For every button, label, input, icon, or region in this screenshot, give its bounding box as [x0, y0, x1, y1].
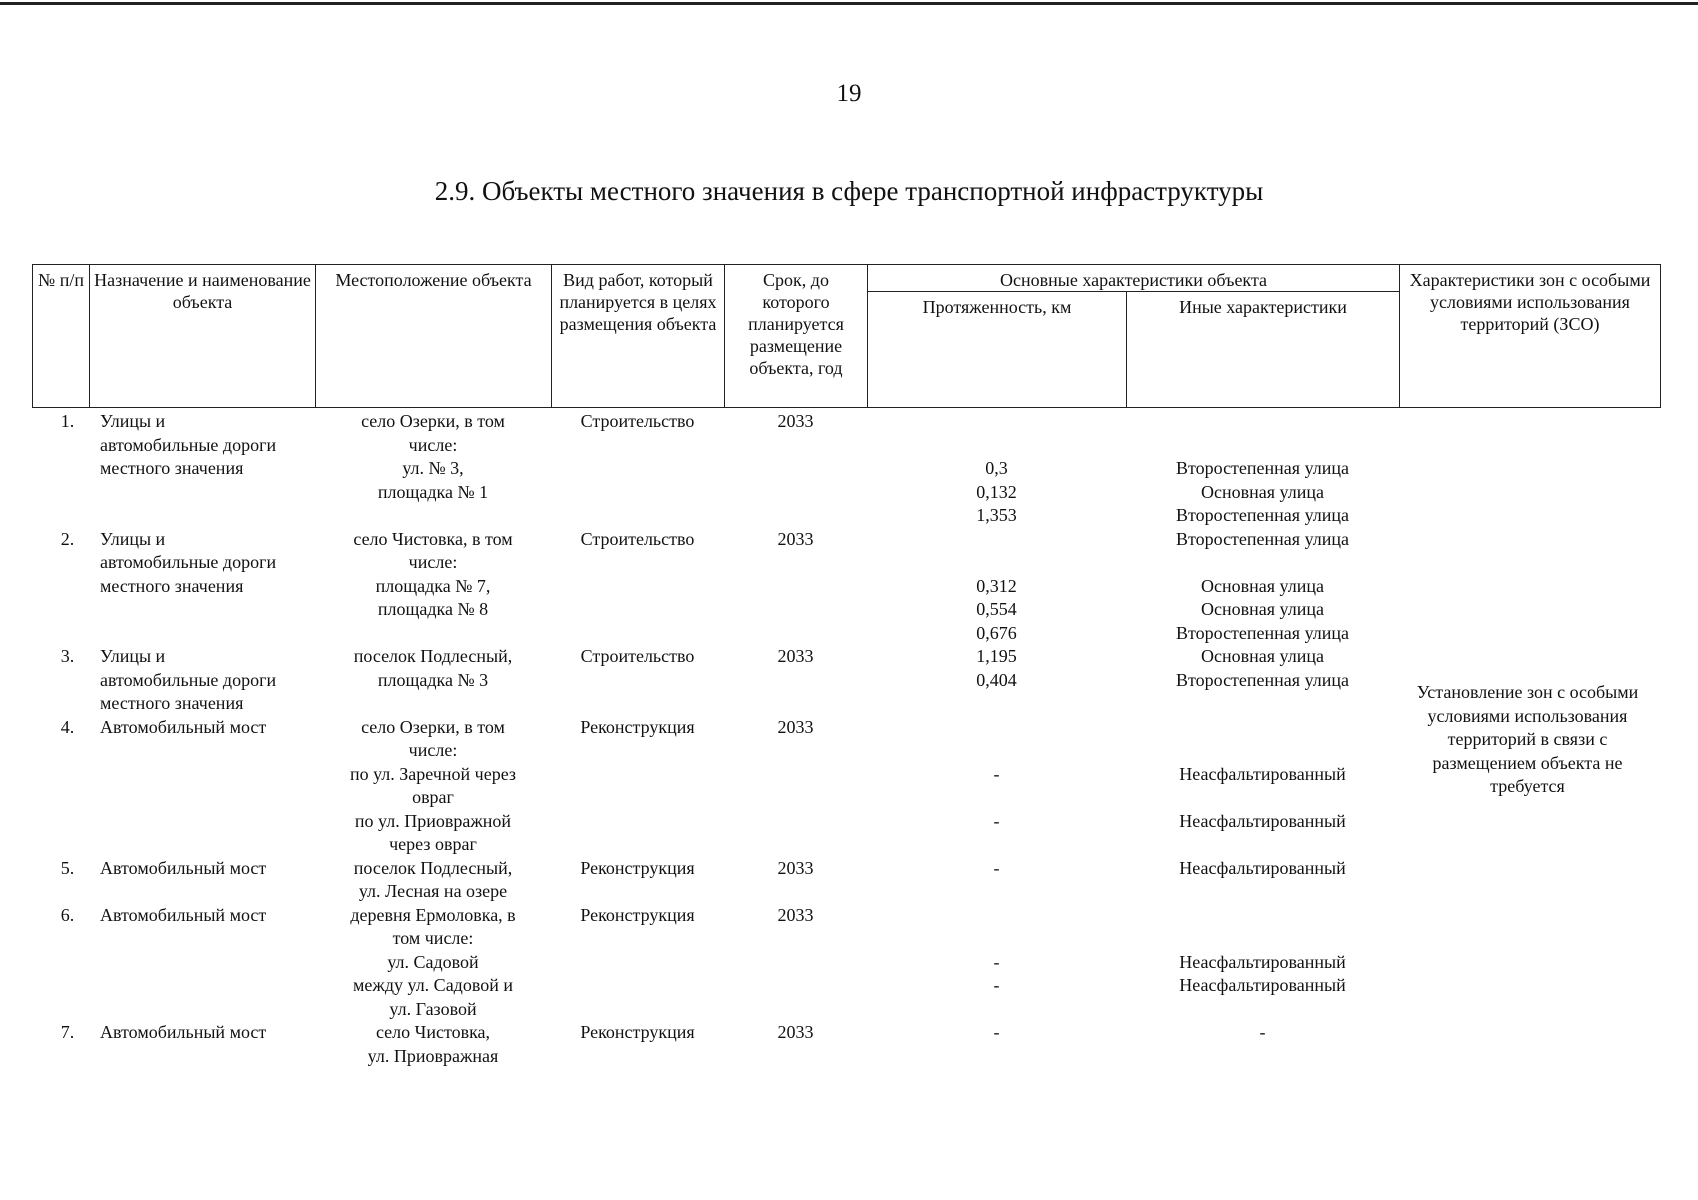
other-characteristics: [1126, 410, 1399, 434]
row-number: [32, 575, 89, 599]
length-km: 0,312: [976, 575, 1017, 596]
deadline-year: 2033: [777, 716, 814, 737]
object-location: [315, 504, 551, 528]
work-type: [551, 598, 724, 622]
row-number: 4.: [60, 716, 75, 737]
deadline-year: [724, 481, 867, 505]
other-characteristics: -: [1259, 1022, 1266, 1042]
object-location: по ул. Заречной через: [349, 763, 517, 784]
object-location: село Озерки, в том: [361, 411, 505, 431]
object-name: [89, 739, 315, 763]
work-type: [551, 622, 724, 646]
row-number: [32, 998, 89, 1022]
table-row: [32, 645, 1660, 669]
work-type: Реконструкция: [580, 904, 695, 925]
deadline-year: [724, 810, 867, 834]
object-name: Улицы и: [100, 646, 166, 666]
object-name: Автомобильный мост: [100, 857, 267, 878]
object-name: автомобильные дороги: [100, 434, 277, 455]
object-location: ул. Газовой: [389, 998, 477, 1019]
work-type: [551, 434, 724, 458]
length-km: -: [993, 763, 1000, 784]
object-location: село Чистовка,: [375, 1022, 491, 1042]
deadline-year: [724, 669, 867, 693]
length-km: 0,554: [976, 599, 1017, 619]
deadline-year: [724, 951, 867, 975]
work-type: [551, 833, 724, 857]
table-row: [32, 1045, 1660, 1069]
length-km: [867, 434, 1126, 458]
object-name: [89, 880, 315, 904]
work-type: Реконструкция: [580, 716, 695, 737]
object-location: площадка № 7,: [375, 575, 491, 596]
object-name: местного значения: [100, 575, 244, 596]
work-type: Строительство: [580, 646, 695, 666]
length-km: [867, 739, 1126, 763]
object-name: [89, 622, 315, 646]
length-km: [867, 786, 1126, 810]
object-location: по ул. Приовражной: [354, 810, 512, 831]
other-characteristics: Неасфальтированный: [1179, 857, 1346, 878]
object-name: местного значения: [100, 693, 244, 713]
object-location: [315, 622, 551, 646]
object-location: числе:: [408, 740, 458, 760]
page-number: 19: [836, 80, 862, 107]
row-number: [32, 763, 89, 787]
deadline-year: 2033: [777, 904, 814, 925]
work-type: Реконструкция: [580, 857, 695, 878]
work-type: [551, 880, 724, 904]
object-location: поселок Подлесный,: [353, 857, 513, 878]
object-name: [89, 810, 315, 834]
deadline-year: [724, 598, 867, 622]
object-location: село Чистовка, в том: [353, 528, 513, 549]
row-number: [32, 880, 89, 904]
row-number: [32, 434, 89, 458]
row-number: [32, 927, 89, 951]
object-name: [89, 763, 315, 787]
other-characteristics: [1126, 927, 1399, 951]
deadline-year: [724, 622, 867, 646]
row-number: [32, 457, 89, 481]
object-name: [89, 974, 315, 998]
object-name: [89, 504, 315, 528]
row-number: [32, 504, 89, 528]
length-km: [867, 904, 1126, 928]
length-km: [867, 880, 1126, 904]
row-number: [32, 951, 89, 975]
deadline-year: [724, 692, 867, 716]
deadline-year: 2033: [777, 528, 814, 549]
length-km: -: [993, 975, 1000, 995]
header-main-characteristics: Основные характеристики объекта: [868, 265, 1400, 292]
length-km: [867, 410, 1126, 434]
other-characteristics: [1126, 880, 1399, 904]
deadline-year: 2033: [777, 411, 814, 431]
row-number: [32, 739, 89, 763]
length-km: 1,195: [976, 646, 1017, 666]
length-km: [867, 998, 1126, 1022]
table-row: [32, 622, 1660, 646]
row-number: 7.: [60, 1022, 75, 1042]
row-number: 1.: [60, 411, 75, 431]
length-km: 1,353: [976, 505, 1017, 525]
object-name: [89, 1045, 315, 1069]
object-name: Автомобильный мост: [100, 1022, 267, 1042]
object-location: поселок Подлесный,: [353, 646, 513, 666]
table-row: [32, 927, 1660, 951]
object-location: ул. Лесная на озере: [358, 881, 508, 901]
header-name: Назначение и наименование объекта: [90, 265, 316, 408]
work-type: Строительство: [580, 528, 695, 549]
section-title: 2.9. Объекты местного значения в сфере транспортной инфраструктуры: [434, 176, 1264, 206]
deadline-year: 2033: [777, 857, 814, 878]
table-row: [32, 575, 1660, 599]
length-km: -: [993, 857, 1000, 878]
object-name: [89, 998, 315, 1022]
object-location: через овраг: [389, 834, 477, 854]
row-number: [32, 810, 89, 834]
row-number: 6.: [60, 904, 75, 925]
length-km: [867, 927, 1126, 951]
work-type: [551, 1045, 724, 1069]
deadline-year: [724, 1045, 867, 1069]
header-other: Иные характеристики: [1127, 292, 1400, 408]
top-rule: [0, 2, 1698, 5]
table-row: [32, 904, 1660, 928]
other-characteristics: Второстепенная улица: [1175, 458, 1350, 478]
object-name: местного значения: [100, 458, 244, 478]
deadline-year: [724, 786, 867, 810]
other-characteristics: Второстепенная улица: [1175, 505, 1350, 525]
deadline-year: [724, 974, 867, 998]
work-type: [551, 927, 724, 951]
row-number: [32, 974, 89, 998]
other-characteristics: [1126, 904, 1399, 928]
work-type: [551, 974, 724, 998]
other-characteristics: [1126, 786, 1399, 810]
work-type: [551, 504, 724, 528]
header-num: № п/п: [33, 265, 90, 408]
deadline-year: 2033: [777, 646, 814, 666]
header-location: Местоположение объекта: [316, 265, 552, 408]
length-km: -: [993, 810, 1000, 831]
row-number: [32, 1045, 89, 1069]
work-type: [551, 739, 724, 763]
other-characteristics: Второстепенная улица: [1175, 528, 1350, 549]
object-name: Улицы и: [100, 528, 166, 549]
deadline-year: [724, 504, 867, 528]
work-type: [551, 669, 724, 693]
length-km: 0,404: [976, 669, 1017, 690]
other-characteristics: [1126, 692, 1399, 716]
object-name: [89, 598, 315, 622]
length-km: [867, 1045, 1126, 1069]
work-type: [551, 763, 724, 787]
object-location: площадка № 3: [377, 669, 489, 690]
other-characteristics: [1126, 739, 1399, 763]
row-number: 3.: [60, 646, 75, 666]
table-row: [32, 810, 1660, 834]
header-term: Срок, до которого планируется размещение объекта, год: [725, 265, 868, 408]
object-location: между ул. Садовой и: [353, 975, 513, 995]
work-type: Строительство: [580, 411, 695, 431]
row-number: [32, 551, 89, 575]
row-number: [32, 692, 89, 716]
work-type: [551, 551, 724, 575]
object-name: [89, 833, 315, 857]
table-row: [32, 598, 1660, 622]
object-location: том числе:: [392, 928, 474, 948]
work-type: [551, 481, 724, 505]
other-characteristics: Основная улица: [1201, 481, 1324, 502]
table-header: [32, 264, 1661, 408]
object-name: [89, 481, 315, 505]
length-km: [867, 551, 1126, 575]
table-row: [32, 434, 1660, 458]
table-row: [32, 857, 1660, 881]
length-km: [867, 833, 1126, 857]
object-name: автомобильные дороги: [100, 552, 277, 572]
other-characteristics: Основная улица: [1201, 575, 1324, 596]
work-type: [551, 575, 724, 599]
deadline-year: [724, 551, 867, 575]
table-row: [32, 951, 1660, 975]
other-characteristics: [1126, 434, 1399, 458]
other-characteristics: Неасфальтированный: [1179, 810, 1346, 831]
length-km: 0,132: [976, 481, 1017, 502]
deadline-year: [724, 434, 867, 458]
other-characteristics: [1126, 1045, 1399, 1069]
other-characteristics: [1126, 998, 1399, 1022]
object-location: площадка № 8: [377, 599, 489, 619]
object-name: [89, 951, 315, 975]
table-row: [32, 410, 1660, 434]
work-type: [551, 998, 724, 1022]
deadline-year: [724, 575, 867, 599]
work-type: [551, 951, 724, 975]
row-number: [32, 481, 89, 505]
length-km: -: [993, 1022, 1000, 1042]
object-location: площадка № 1: [377, 481, 489, 502]
object-location: деревня Ермоловка, в: [350, 904, 516, 925]
object-name: Автомобильный мост: [100, 904, 267, 925]
length-km: 0,676: [976, 622, 1017, 643]
row-number: [32, 833, 89, 857]
length-km: [867, 528, 1126, 552]
deadline-year: [724, 927, 867, 951]
other-characteristics: Неасфальтированный: [1179, 975, 1346, 995]
row-number: [32, 598, 89, 622]
deadline-year: [724, 880, 867, 904]
table-row: [32, 504, 1660, 528]
other-characteristics: [1126, 833, 1399, 857]
work-type: Реконструкция: [580, 1022, 695, 1042]
table-row: [32, 551, 1660, 575]
row-number: [32, 669, 89, 693]
zones-note: Установление зон с особыми условиями использования территорий в связи с размещением объекта не требуется: [1416, 682, 1639, 796]
table-row: [32, 481, 1660, 505]
deadline-year: [724, 763, 867, 787]
table-row: [32, 1021, 1660, 1045]
header-zones: Характеристики зон с особыми условиями использования территорий (ЗСО): [1400, 265, 1661, 408]
other-characteristics: [1126, 551, 1399, 575]
length-km: [867, 716, 1126, 740]
table-row: [32, 974, 1660, 998]
object-name: Автомобильный мост: [100, 716, 267, 737]
object-name: автомобильные дороги: [100, 669, 277, 690]
deadline-year: [724, 998, 867, 1022]
object-name: [89, 927, 315, 951]
object-location: ул. № 3,: [402, 458, 464, 478]
row-number: 2.: [60, 528, 75, 549]
other-characteristics: Второстепенная улица: [1175, 669, 1350, 690]
table-row: [32, 528, 1660, 552]
work-type: [551, 457, 724, 481]
other-characteristics: Неасфальтированный: [1179, 951, 1346, 972]
table-row: [32, 880, 1660, 904]
table-row: [32, 833, 1660, 857]
length-km: [867, 692, 1126, 716]
work-type: [551, 692, 724, 716]
other-characteristics: Второстепенная улица: [1175, 622, 1350, 643]
deadline-year: [724, 739, 867, 763]
other-characteristics: [1126, 716, 1399, 740]
object-location: село Озерки, в том: [361, 716, 505, 737]
object-location: ул. Приовражная: [367, 1045, 499, 1066]
row-number: 5.: [60, 857, 75, 878]
other-characteristics: Основная улица: [1201, 646, 1324, 666]
other-characteristics: Неасфальтированный: [1179, 763, 1346, 784]
object-name: [89, 786, 315, 810]
object-name: Улицы и: [100, 411, 166, 431]
other-characteristics: Основная улица: [1201, 599, 1324, 619]
header-length: Протяженность, км: [868, 292, 1127, 408]
row-number: [32, 622, 89, 646]
row-number: [32, 786, 89, 810]
object-location: [315, 692, 551, 716]
length-km: 0,3: [985, 458, 1008, 478]
work-type: [551, 810, 724, 834]
object-location: числе:: [408, 434, 458, 455]
deadline-year: 2033: [777, 1022, 814, 1042]
object-location: числе:: [408, 552, 458, 572]
length-km: -: [993, 951, 1000, 972]
work-type: [551, 786, 724, 810]
object-location: ул. Садовой: [387, 951, 479, 972]
deadline-year: [724, 457, 867, 481]
table-row: [32, 998, 1660, 1022]
table-row: [32, 457, 1660, 481]
deadline-year: [724, 833, 867, 857]
object-location: овраг: [412, 787, 454, 807]
header-work: Вид работ, который планируется в целях размещения объекта: [552, 265, 725, 408]
